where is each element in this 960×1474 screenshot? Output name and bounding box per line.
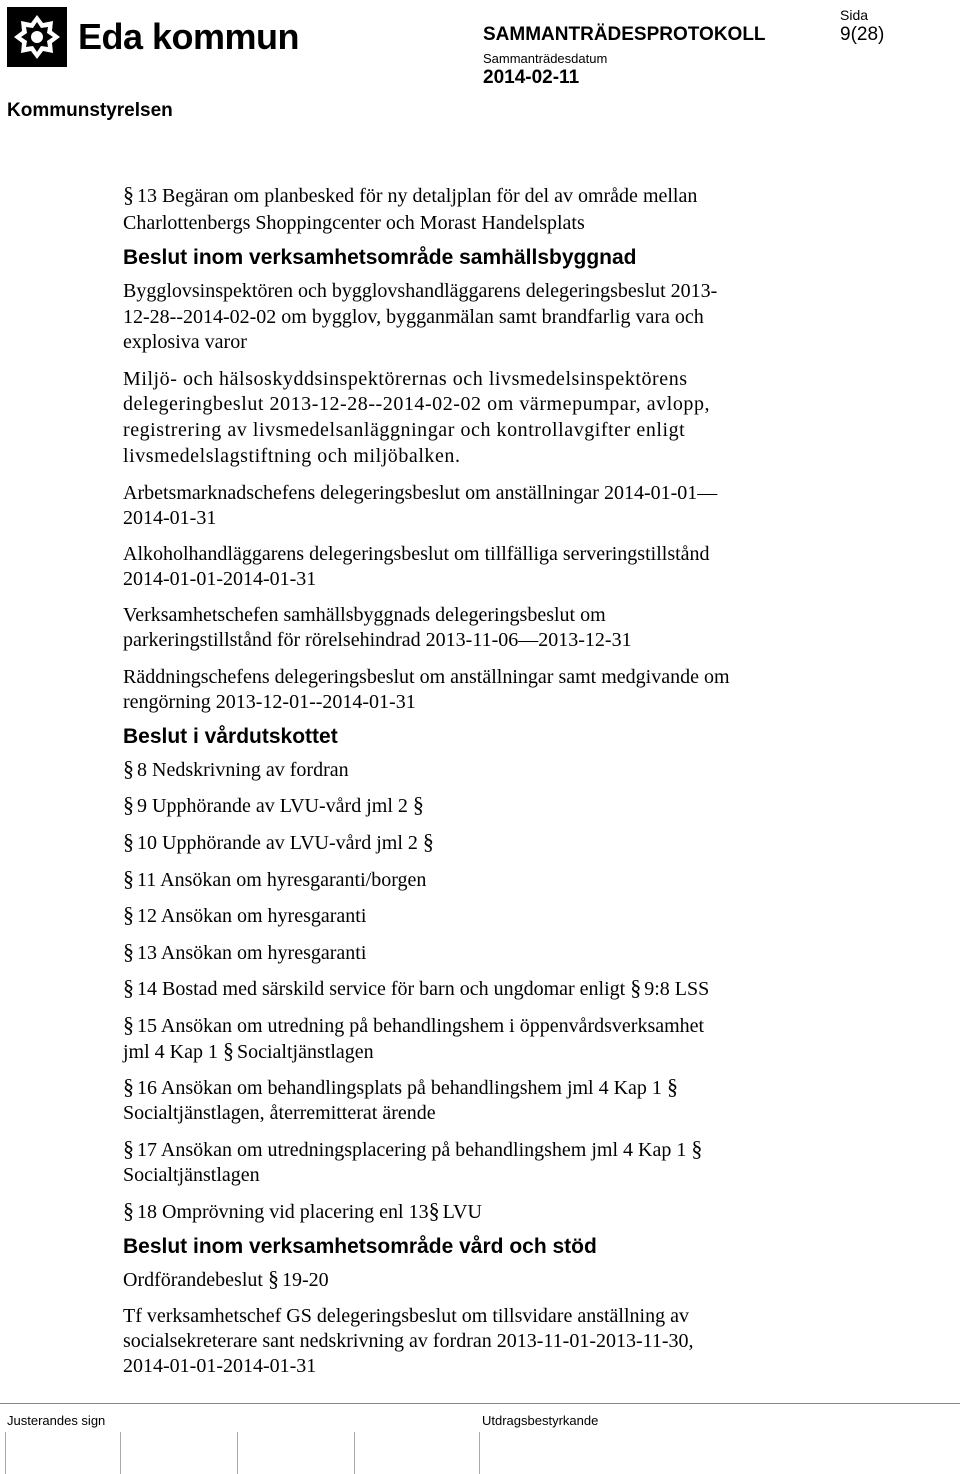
eda-kommun-logo	[7, 7, 67, 67]
item-line: Bygglovsinspektören och bygglovshandläggarens delegeringsbeslut 2013-	[123, 280, 718, 302]
item-line: Ordförandebeslut § 19-20	[123, 1266, 329, 1291]
item-line: § 8 Nedskrivning av fordran	[123, 756, 349, 781]
signature-box-divider	[479, 1432, 480, 1474]
section-heading: Beslut inom verksamhetsområde samhällsbyggnad	[123, 246, 637, 269]
item-line: Socialtjänstlagen, återremitterat ärende	[123, 1102, 436, 1124]
certification-label: Utdragsbestyrkande	[482, 1413, 599, 1428]
item-line: Arbetsmarknadschefens delegeringsbeslut om anställningar 2014-01-01—	[123, 482, 718, 504]
item-line: § 10 Upphörande av LVU-vård jml 2 §	[123, 829, 434, 854]
item-line: § 13 Begäran om planbesked för ny detaljplan för del av område mellan	[123, 182, 698, 207]
section-sign: §	[412, 792, 424, 817]
item-line: Räddningschefens delegeringsbeslut om anställningar samt medgivande om	[123, 666, 730, 688]
section-sign: §	[123, 1012, 134, 1037]
document-type: SAMMANTRÄDESPROTOKOLL	[483, 24, 766, 45]
item-line: parkeringstillstånd för rörelsehindrad 2013-11-06—2013-12-31	[123, 629, 632, 651]
item-line: Charlottenbergs Shoppingcenter och Morast Handelsplats	[123, 212, 585, 234]
item-line: socialsekreterare sant nedskrivning av fordran 2013-11-01-2013-11-30,	[123, 1330, 694, 1352]
item-line: § 17 Ansökan om utredningsplacering på behandlingshem jml 4 Kap 1 §	[123, 1136, 703, 1161]
item-line: Verksamhetschefen samhällsbyggnads delegeringsbeslut om	[123, 604, 606, 626]
section-sign: §	[123, 866, 134, 891]
section-sign: §	[123, 902, 134, 927]
section-sign: §	[123, 1136, 134, 1161]
item-line: livsmedelslagstiftning och miljöbalken.	[123, 445, 461, 467]
meeting-date: 2014-02-11	[483, 67, 580, 88]
section-heading: Beslut inom verksamhetsområde vård och stöd	[123, 1235, 597, 1258]
meeting-date-label: Sammanträdesdatum	[483, 51, 608, 66]
item-line: delegeringbeslut 2013-12-28--2014-02-02 om värmepumpar, avlopp,	[123, 393, 711, 415]
section-sign: §	[691, 1136, 703, 1161]
item-line: § 13 Ansökan om hyresgaranti	[123, 939, 367, 964]
section-sign: §	[223, 1038, 234, 1063]
item-line: § 9 Upphörande av LVU-vård jml 2 §	[123, 792, 424, 817]
section-sign: §	[666, 1074, 678, 1099]
section-sign: §	[123, 829, 134, 854]
item-line: 2014-01-01-2014-01-31	[123, 568, 317, 590]
section-sign: §	[123, 1074, 134, 1099]
section-sign: §	[123, 182, 134, 207]
signature-box-divider	[120, 1432, 121, 1474]
item-line: § 14 Bostad med särskild service för barn och ungdomar enligt § 9:8 LSS	[123, 975, 710, 1000]
page-number: 9(28)	[840, 24, 885, 45]
section-sign: §	[123, 975, 134, 1000]
item-line: § 12 Ansökan om hyresgaranti	[123, 902, 367, 927]
footer-divider	[0, 1403, 960, 1404]
item-line: 2014-01-31	[123, 507, 217, 529]
item-line: Miljö- och hälsoskyddsinspektörernas och livsmedelsinspektörens	[123, 368, 688, 390]
item-line: § 15 Ansökan om utredning på behandlingshem i öppenvårdsverksamhet	[123, 1012, 705, 1037]
page-label: Sida	[840, 7, 869, 23]
section-sign: §	[630, 975, 642, 1000]
item-line: § 16 Ansökan om behandlingsplats på behandlingshem jml 4 Kap 1 §	[123, 1074, 678, 1099]
brand-name: Eda kommun	[78, 16, 300, 57]
section-sign: §	[123, 1198, 134, 1223]
item-line: Alkoholhandläggarens delegeringsbeslut om tillfälliga serveringstillstånd	[123, 543, 710, 565]
signature-box-divider	[237, 1432, 238, 1474]
item-line: registrering av livsmedelsanläggningar och kontrollavgifter enligt	[123, 419, 686, 441]
signature-box-divider	[5, 1432, 6, 1474]
section-sign: §	[123, 792, 134, 817]
item-line: explosiva varor	[123, 331, 247, 353]
committee-name: Kommunstyrelsen	[7, 100, 173, 121]
section-sign: §	[422, 829, 434, 854]
item-line: Tf verksamhetschef GS delegeringsbeslut om tillsvidare anställning av	[123, 1305, 689, 1327]
section-sign: §	[123, 756, 134, 781]
item-line: 12-28--2014-02-02 om bygglov, bygganmälan samt brandfarlig vara och	[123, 306, 704, 328]
item-line: Socialtjänstlagen	[123, 1164, 260, 1186]
section-sign: §	[428, 1198, 440, 1223]
item-line: § 18 Omprövning vid placering enl 13§ LVU	[123, 1198, 482, 1223]
item-line: § 11 Ansökan om hyresgaranti/borgen	[123, 866, 427, 891]
item-line: rengörning 2013-12-01--2014-01-31	[123, 691, 416, 713]
section-sign: §	[123, 939, 134, 964]
signature-box-divider	[354, 1432, 355, 1474]
item-line: jml 4 Kap 1 § Socialtjänstlagen	[123, 1038, 374, 1063]
item-line: 2014-01-01-2014-01-31	[123, 1355, 317, 1377]
section-heading: Beslut i vårdutskottet	[123, 725, 338, 748]
section-sign: §	[267, 1266, 279, 1291]
signature-label: Justerandes sign	[7, 1413, 106, 1428]
